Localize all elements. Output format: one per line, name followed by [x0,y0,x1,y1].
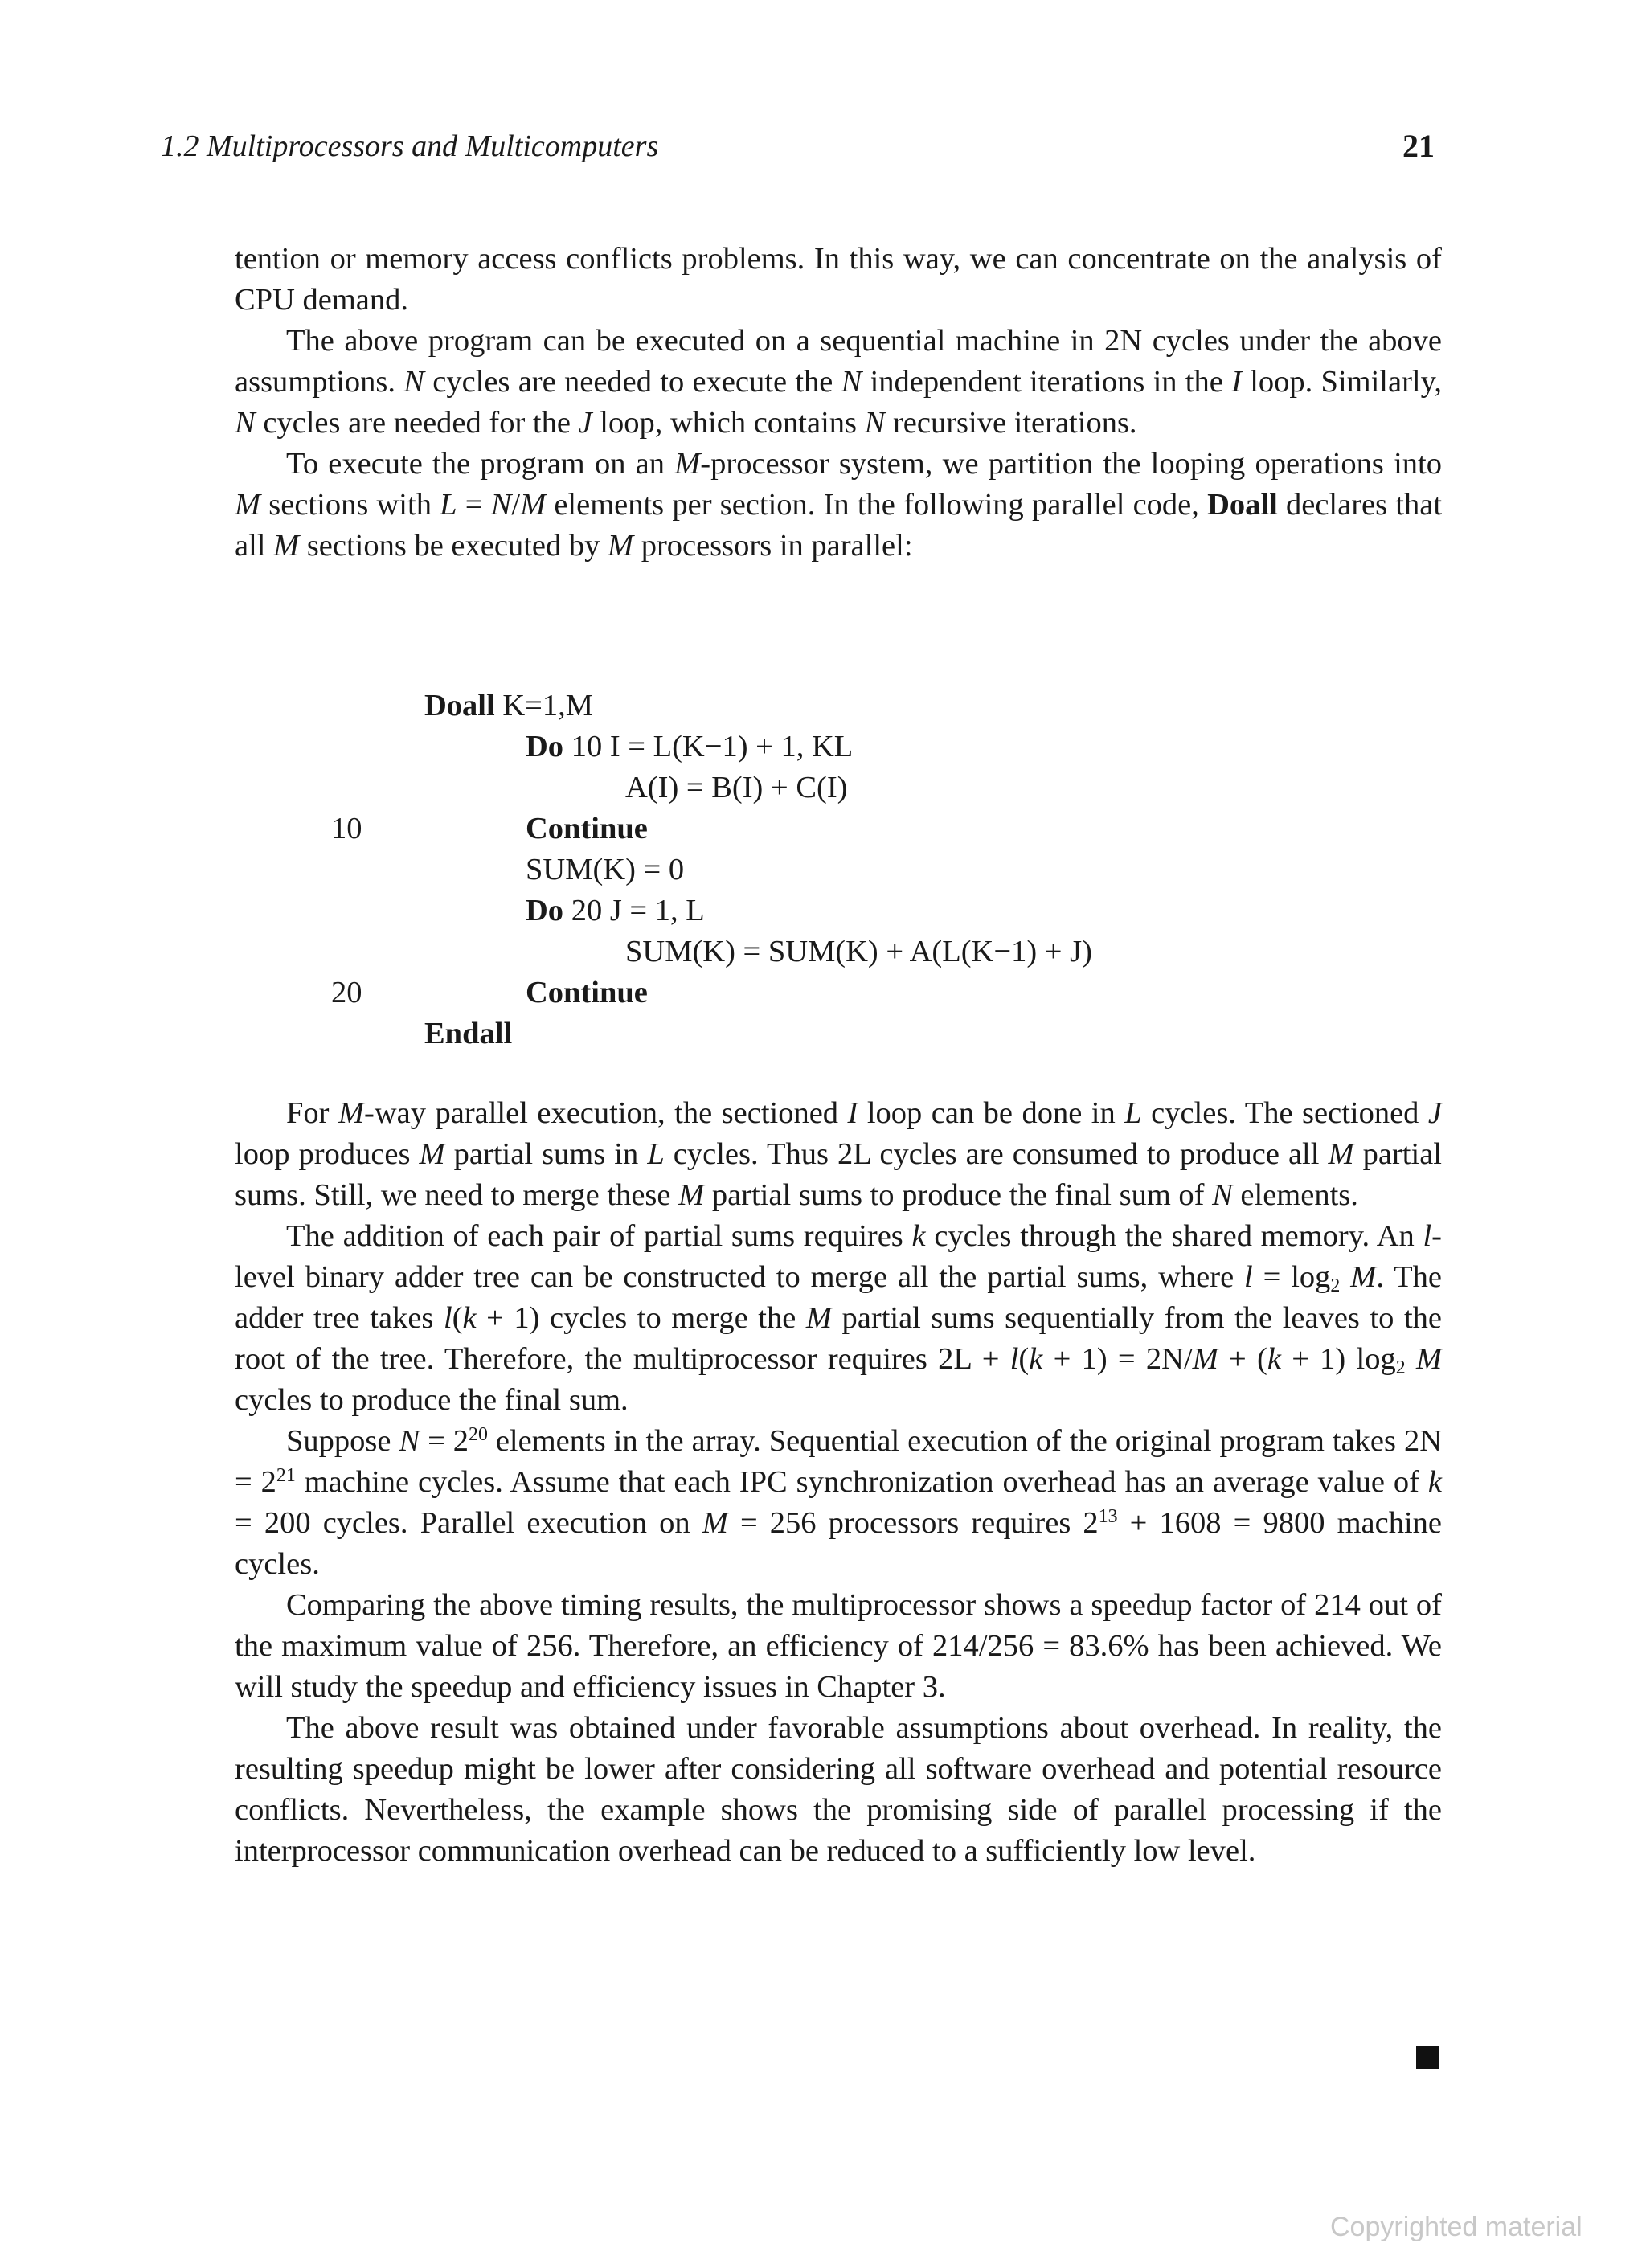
paragraph-7: Comparing the above timing results, the multiprocessor shows a speedup factor of 214 out of the maximum value of 256. Therefore, an efficiency of 214/256 = 83.6% has been achieved. We will study the speedup and efficiency issues in Chapter 3. [235,1588,1442,1704]
paragraph-5: The addition of each pair of partial sums requires k cycles through the shared memory. An l-level binary adder tree can be constructed to merge all the partial sums, where $l = \log_2 M$. The adder tree takes l(k + 1) cycles to merge the M partial sums sequentially from the leaves to the root of the tree. Therefore, the multiprocessor requires 2L + l(k + 1) = 2N/M + (k + 1) $\log_2 M$ cycles to produce the final sum. [235,1219,1443,1417]
code-text: 10 I = L(K−1) + 1, KL [563,730,854,764]
code-line-8 [0,972,1646,1013]
code-line-9 [0,1013,1646,1054]
body-text-top [235,239,1442,567]
code-label: 10 [331,812,362,845]
paragraph-1: tention or memory access conflicts problems. In this way, we can concentrate on the analysis of CPU demand. [235,242,1442,317]
code-label: 20 [331,976,362,1009]
code-line-3 [0,768,1646,809]
paragraph-8: The above result was obtained under favorable assumptions about overhead. In reality, the resulting speedup might be lower after considering all software overhead and potential resource conflicts. Nevertheless, the example shows the promising side of parallel processing if the interprocessor communication overhead can be reduced to a sufficiently low level. [235,1711,1442,1868]
code-line-7 [0,931,1646,972]
code-line-6 [0,890,1646,931]
paragraph-3: To execute the program on an M-processor system, we partition the looping operations into M sections with L = N/M elements per section. In the following parallel code, Doall declares that all M sections be executed by M processors in parallel: [235,447,1443,563]
code-text: SUM(K) = SUM(K) + A(L(K−1) + J) [625,935,1092,968]
code-keyword: Do [526,894,564,927]
code-keyword: Continue [526,976,648,1009]
copyright-watermark: Copyrighted material [1330,2212,1583,2242]
paragraph-6: Suppose $N = 2^{20}$ elements in the array. Sequential execution of the original program takes $2N = 2^{21}$ machine cycles. Assume that each IPC synchronization overhead has an average value of k = 200 cycles. Parallel execution on M = 256 processors requires $2^{13} + 1608 = 9800$ machine cycles. [235,1423,1443,1581]
running-header-title: 1.2 Multiprocessors and Multicomputers [161,129,659,163]
code-text: SUM(K) = 0 [526,853,685,886]
paragraph-4: For M-way parallel execution, the sectioned I loop can be done in L cycles. The sectioned J loop produces M partial sums in L cycles. Thus 2L cycles are consumed to produce all M partial sums. Still, we need to merge these M partial sums to produce the final sum of N elements. [235,1096,1443,1212]
code-line-5 [0,849,1646,890]
code-keyword: Do [526,730,564,764]
code-text: A(I) = B(I) + C(I) [625,771,848,804]
code-text: 20 J = 1, L [563,894,705,927]
code-listing [0,686,1646,1054]
page-number: 21 [1402,128,1435,164]
body-text-bottom [235,1093,1442,1872]
code-keyword: Endall [424,1017,513,1050]
paragraph-2: The above program can be executed on a sequential machine in 2N cycles under the above assumptions. N cycles are needed to execute the N independent iterations in the I loop. Similarly, N cycles are needed for the J loop, which contains N recursive iterations. [235,324,1442,440]
code-keyword: Continue [526,812,648,845]
end-of-proof-square-icon [1416,2046,1439,2069]
code-line-2 [0,727,1646,768]
code-line-4 [0,809,1646,849]
code-keyword: Doall [424,689,495,723]
code-line-1 [0,686,1646,727]
code-text: K=1,M [494,689,593,723]
